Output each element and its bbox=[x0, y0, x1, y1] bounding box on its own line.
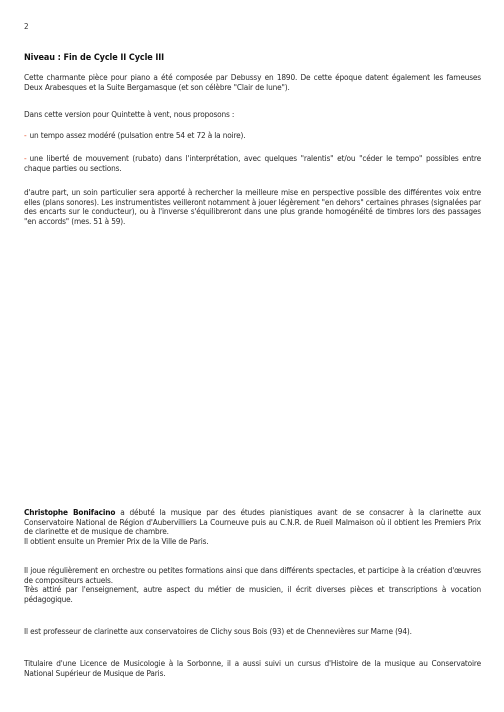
level-heading: Niveau : Fin de Cycle II Cycle III bbox=[24, 53, 165, 63]
intro-paragraph bbox=[24, 73, 481, 92]
bullet-text: une liberté de mouvement (rubato) dans l'interprétation, avec quelques "ralentis" et/ou "céder le tempo" possibles entre chaque parties ou sections. bbox=[24, 153, 481, 173]
bio-text: Il est professeur de clarinette aux conservatoires de Clichy sous Bois (93) et de Chennevières sur Marne (94). bbox=[24, 626, 412, 636]
proposal-intro-text: Dans cette version pour Quintette à vent, nous proposons : bbox=[24, 109, 235, 119]
bio-text: a débuté la musique par des études pianistiques avant de se consacrer à la clarinette aux Conservatoire National de Région d'Aubervilliers La Courneuve puis au C.N.R. de Rueil Malmaison où il obtient les Premiers Prix de clarinette et de musique de chambre. bbox=[24, 507, 481, 537]
bullet-dash-icon: - bbox=[24, 130, 27, 140]
perspective-text: d'autre part, un soin particulier sera apporté à rechercher la meilleure mise en perspective possible des différentes voix entre elles (plans sonores). Les instrumentistes veilleront notamment à jouer légèrement "en dehors" certaines phrases (signalées par des encarts sur le conducteur), ou à l'inverse s'équilibreront dans une plus grande homogénéité de timbres lors des passages "en accords" (mes. 51 à 59). bbox=[24, 187, 481, 226]
perspective-paragraph bbox=[24, 188, 481, 226]
intro-text: Cette charmante pièce pour piano a été composée par Debussy en 1890. De cette époque datent également les fameuses Deux Arabesques et la Suite Bergamasque (et son célèbre "Clair de lune"). bbox=[24, 72, 481, 92]
proposal-intro bbox=[24, 110, 481, 120]
bullet-item bbox=[24, 154, 481, 173]
author-name: Christophe Bonifacino bbox=[24, 507, 116, 517]
page-number: 2 bbox=[24, 22, 29, 31]
bio-paragraph-1 bbox=[24, 508, 481, 546]
bio-text: Il joue régulièrement en orchestre ou petites formations ainsi que dans différents spectacles, et participe à la création d'œuvres de compositeurs actuels. bbox=[24, 565, 481, 585]
bio-paragraph-3 bbox=[24, 627, 481, 637]
bullet-item bbox=[24, 131, 481, 141]
bio-text: Titulaire d'une Licence de Musicologie à la Sorbonne, il a aussi suivi un cursus d'Histoire de la musique au Conservatoire National Supérieur de Musique de Paris. bbox=[24, 658, 481, 678]
bio-paragraph-2 bbox=[24, 566, 481, 604]
bullet-dash-icon: - bbox=[24, 153, 27, 163]
bio-text: Très attiré par l'enseignement, autre aspect du métier de musicien, il écrit diverses pièces et transcriptions à vocation pédagogique. bbox=[24, 584, 481, 604]
bio-paragraph-4 bbox=[24, 659, 481, 678]
bio-text: Il obtient ensuite un Premier Prix de la Ville de Paris. bbox=[24, 535, 209, 546]
bullet-text: un tempo assez modéré (pulsation entre 54 et 72 à la noire). bbox=[29, 130, 246, 140]
